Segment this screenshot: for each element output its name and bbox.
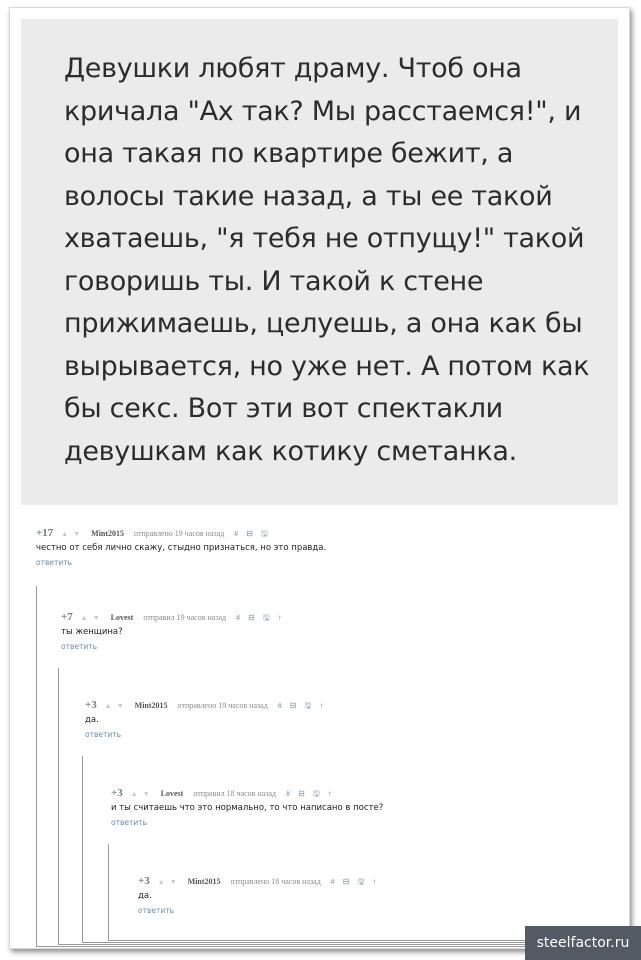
screenshot-frame	[9, 7, 630, 949]
comment-text: ты женщина?	[61, 627, 123, 637]
comment-meta	[61, 610, 288, 624]
comment-5	[138, 874, 382, 917]
comment-time: отправил 18 часов назад	[193, 789, 277, 798]
post-quote	[21, 19, 618, 505]
upvote-icon[interactable]: ▲	[104, 702, 112, 710]
comment-time: отправлено 19 часов назад	[134, 529, 225, 538]
permalink-icon[interactable]: #	[234, 529, 239, 538]
comment-text: да.	[138, 891, 152, 901]
comment-author[interactable]: Lovest	[160, 789, 184, 798]
quote-text: Девушки любят драму. Чтоб она кричала "Ах так? Мы расстаемся!", и она такая по квартире бежит, а волосы такие назад, а ты ее такой хватаешь, "я тебя не отпущу!" такой говоришь ты. И такой к стене прижимаешь, целуешь, а она как бы вырывается, но уже нет. А потом как бы секс. Вот эти вот спектакли девушкам как котику сметанка.	[64, 53, 590, 467]
comment-2	[61, 610, 288, 653]
comment-score: +3	[111, 787, 123, 799]
comment-text: честно от себя лично скажу, стыдно признаться, но это правда.	[36, 543, 327, 553]
comment-time: отправил 19 часов назад	[143, 613, 227, 622]
collapse-icon[interactable]: ⊟	[342, 877, 350, 886]
parent-arrow-icon[interactable]: ↑	[372, 877, 377, 886]
permalink-icon[interactable]: #	[236, 613, 241, 622]
reply-link[interactable]: ответить	[138, 906, 175, 915]
upvote-icon[interactable]: ▲	[61, 530, 69, 538]
save-icon[interactable]: 🖫	[260, 529, 268, 538]
comment-meta	[36, 526, 326, 540]
comment-score: +3	[85, 699, 97, 711]
save-icon[interactable]: 🖫	[312, 789, 320, 798]
downvote-icon[interactable]: ▼	[142, 790, 150, 798]
collapse-icon[interactable]: ⊟	[289, 701, 297, 710]
parent-arrow-icon[interactable]: ↑	[327, 789, 332, 798]
save-icon[interactable]: 🖫	[262, 613, 270, 622]
permalink-icon[interactable]: #	[330, 877, 335, 886]
downvote-icon[interactable]: ▼	[92, 614, 100, 622]
downvote-icon[interactable]: ▼	[169, 878, 177, 886]
comment-text: и ты считаешь что это нормально, то что написано в посте?	[111, 803, 384, 813]
downvote-icon[interactable]: ▼	[73, 530, 81, 538]
parent-arrow-icon[interactable]: ↑	[319, 701, 324, 710]
comment-time: отправлено 18 часов назад	[230, 877, 321, 886]
downvote-icon[interactable]: ▼	[116, 702, 124, 710]
comment-meta	[111, 786, 383, 800]
collapse-icon[interactable]: ⊟	[248, 613, 255, 622]
comment-text: да.	[85, 715, 99, 725]
comment-meta	[138, 874, 382, 888]
reply-link[interactable]: ответить	[85, 730, 122, 739]
parent-arrow-icon[interactable]: ↑	[277, 613, 282, 622]
comment-score: +17	[36, 527, 54, 539]
collapse-icon[interactable]: ⊟	[246, 529, 253, 538]
upvote-icon[interactable]: ▲	[130, 790, 138, 798]
permalink-icon[interactable]: #	[277, 701, 282, 710]
reply-link[interactable]: ответить	[36, 558, 73, 567]
site-watermark: steelfactor.ru	[525, 926, 641, 960]
comment-author[interactable]: Mint2015	[187, 877, 221, 886]
collapse-icon[interactable]: ⊟	[298, 789, 305, 798]
upvote-icon[interactable]: ▲	[80, 614, 88, 622]
reply-link[interactable]: ответить	[61, 642, 98, 651]
upvote-icon[interactable]: ▲	[157, 878, 165, 886]
comment-1	[36, 526, 326, 569]
comment-author[interactable]: Mint2015	[134, 701, 168, 710]
comment-meta	[85, 698, 329, 712]
save-icon[interactable]: 🖫	[304, 701, 312, 710]
permalink-icon[interactable]: #	[286, 789, 291, 798]
comment-score: +3	[138, 875, 150, 887]
comment-score: +7	[61, 611, 73, 623]
save-icon[interactable]: 🖫	[357, 877, 365, 886]
comment-4	[111, 786, 383, 829]
comment-author[interactable]: Mint2015	[91, 529, 125, 538]
comment-3	[85, 698, 329, 741]
comment-author[interactable]: Lovest	[110, 613, 134, 622]
reply-link[interactable]: ответить	[111, 818, 148, 827]
comment-time: отправлено 19 часов назад	[177, 701, 268, 710]
